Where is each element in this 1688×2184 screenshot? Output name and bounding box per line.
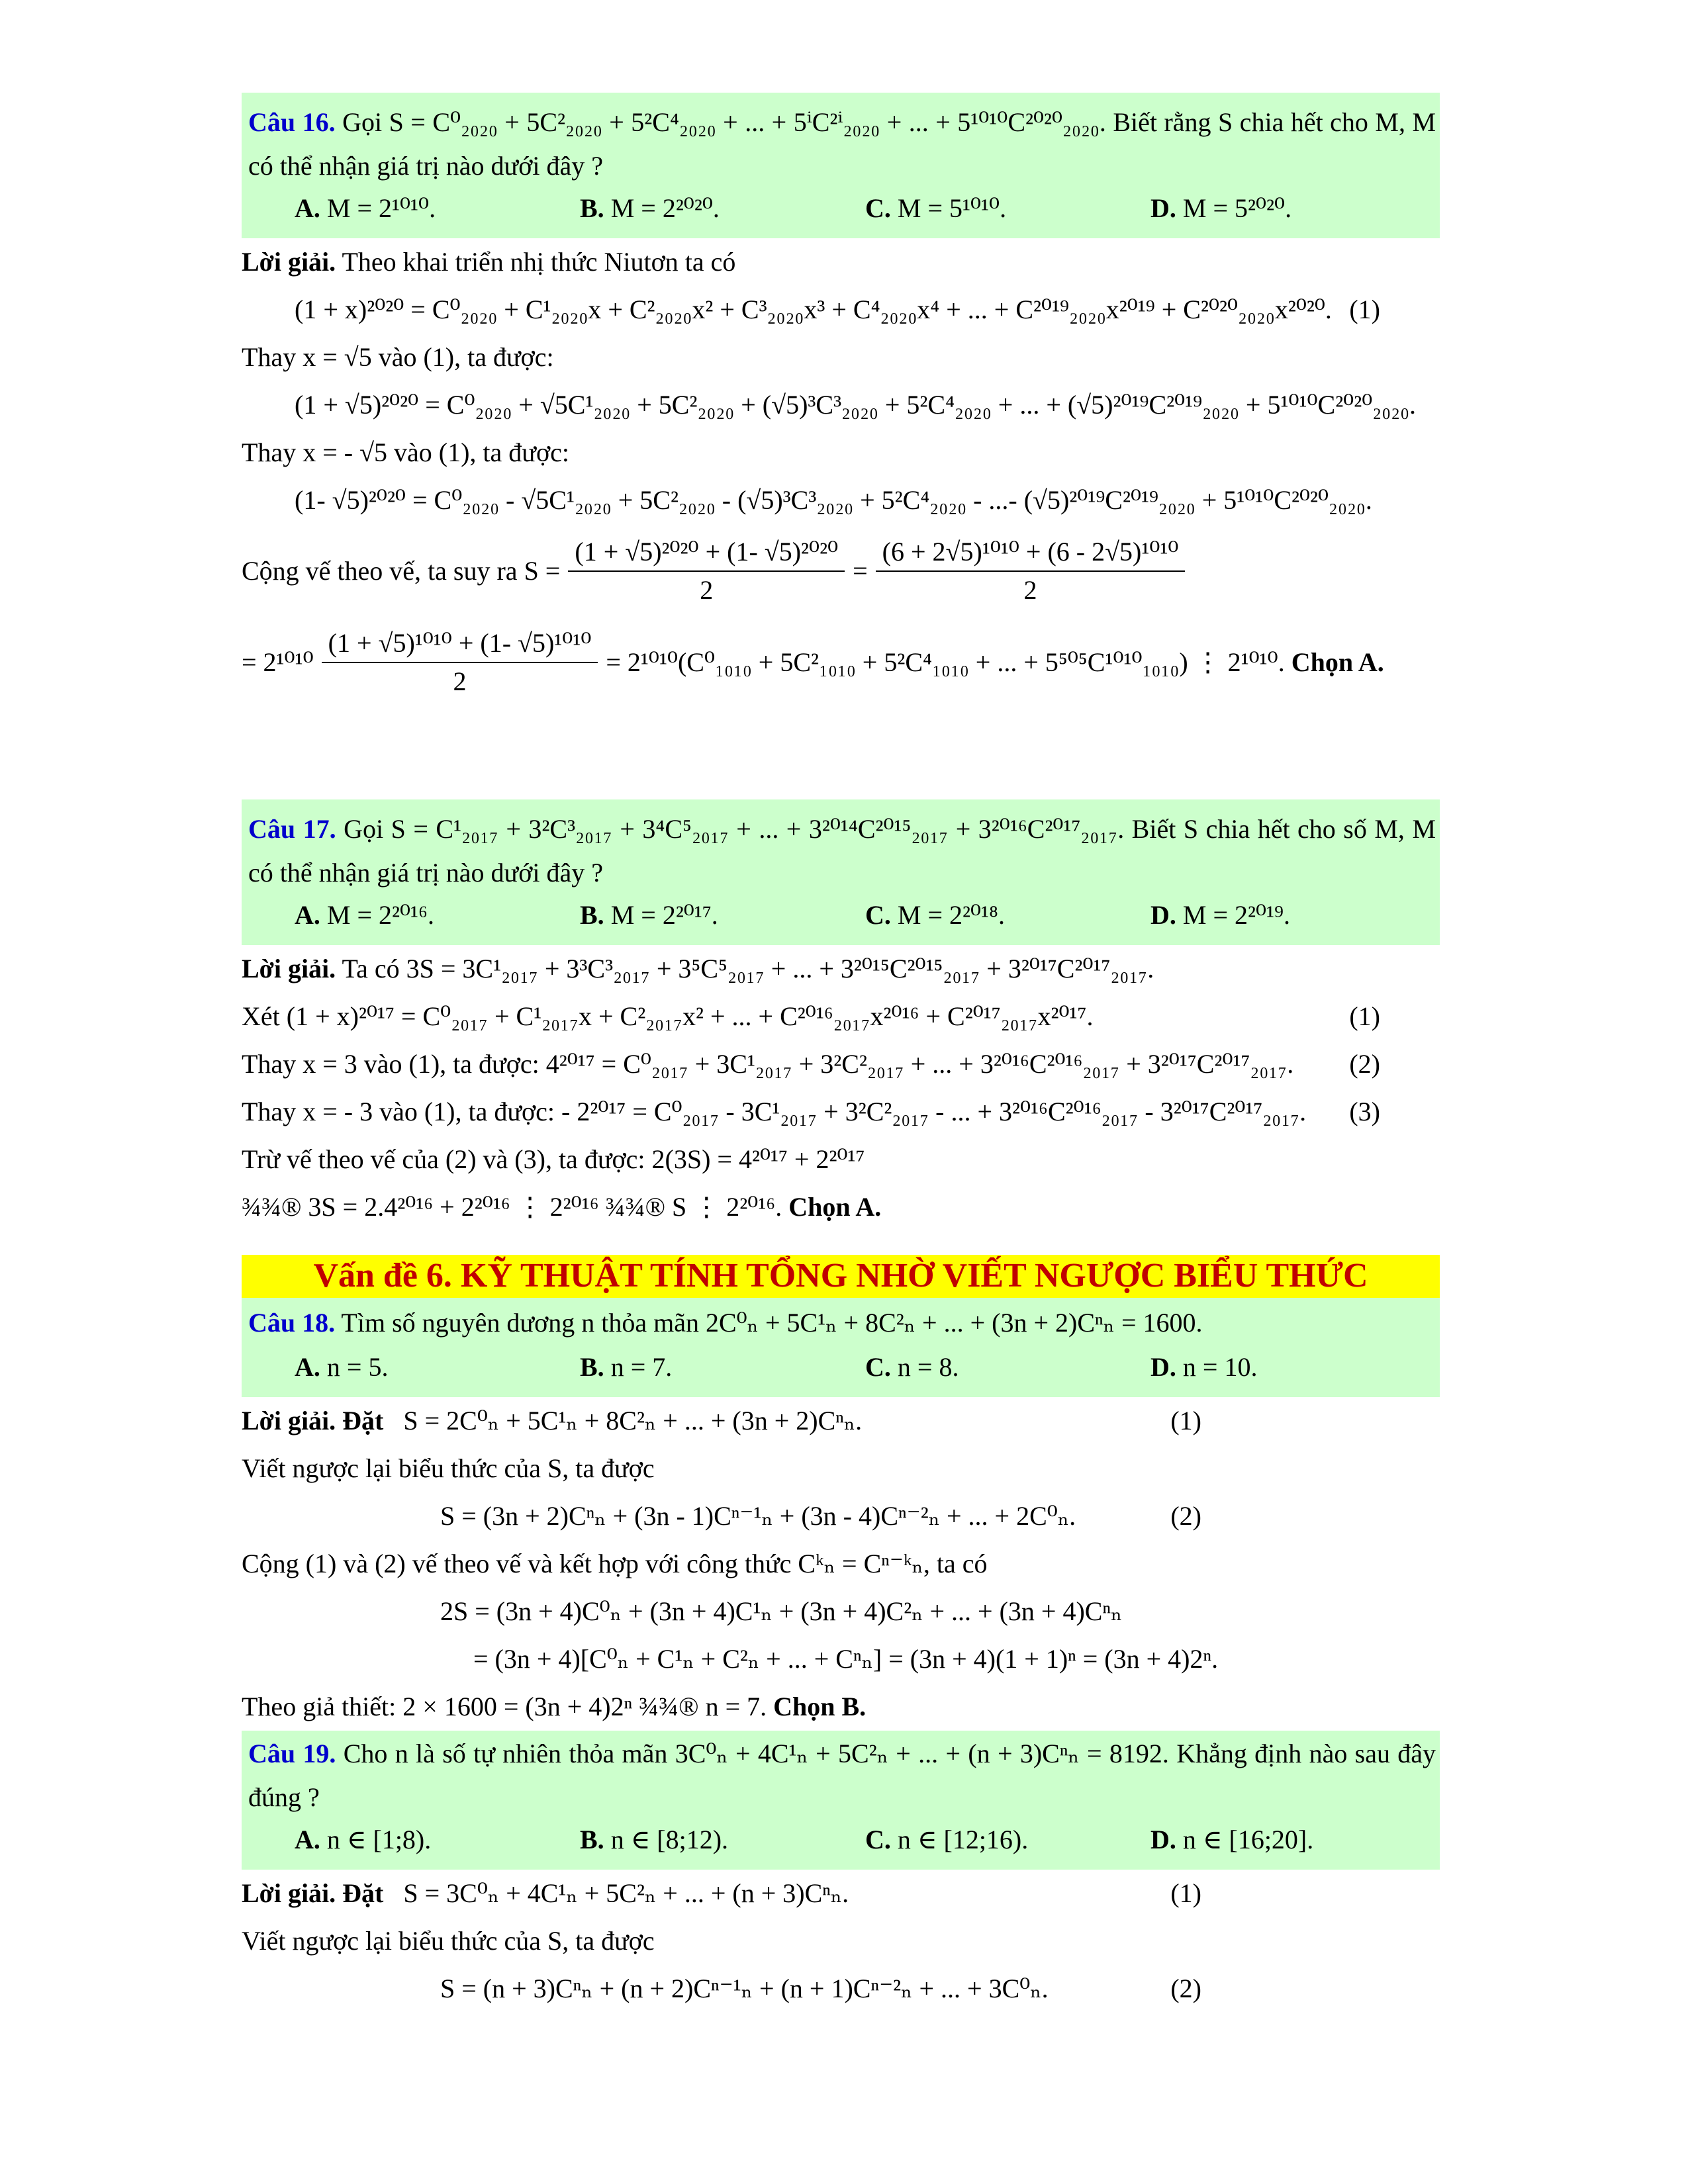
question-17-stem: [248, 807, 1436, 895]
math-line: (1 + x)²⁰²⁰ = C⁰₂₀₂₀ + C¹₂₀₂₀x + C²₂₀₂₀x² + C³₂₀₂₀x³ + C⁴₂₀₂₀x⁴ + ... + C²⁰¹⁹₂₀₂₀x²⁰¹⁹ + C²⁰²⁰₂₀₂₀x²⁰²⁰. (1): [242, 286, 1440, 334]
question-19-box: [242, 1731, 1440, 1870]
math-line: S = (3n + 2)Cⁿₙ + (3n - 1)Cⁿ⁻¹ₙ + (3n - 4)Cⁿ⁻²ₙ + ... + 2C⁰ₙ. (2): [242, 1492, 1440, 1540]
question-number: Câu 16.: [248, 107, 336, 137]
math-line: Viết ngược lại biểu thức của S, ta được: [242, 1926, 655, 1956]
choice-d: D. n ∈ [16;20].: [1150, 1825, 1314, 1854]
solution-label: Lời giải.: [242, 247, 336, 277]
choice-a: A. M = 2¹⁰¹⁰.: [295, 193, 436, 223]
question-text: M có thể nhận giá trị nào dưới đây ?: [248, 814, 1436, 887]
question-number: Câu 18.: [248, 1308, 336, 1338]
section-heading: Vấn đề 6. KỸ THUẬT TÍNH TỔNG NHỜ VIẾT NGƯỢC BIỂU THỨC: [242, 1255, 1440, 1298]
question-text: nào sau đây đúng ?: [248, 1739, 1436, 1812]
math-line: (1 + √5)²⁰²⁰ = C⁰₂₀₂₀ + √5C¹₂₀₂₀ + 5C²₂₀₂₀ + (√5)³C³₂₀₂₀ + 5²C⁴₂₀₂₀ + ... + (√5)²⁰¹⁹C²⁰¹⁹₂₀₂₀ + 5¹⁰¹⁰C²⁰²⁰₂₀₂₀.: [295, 390, 1417, 420]
answer-label: Chọn A.: [788, 1192, 882, 1222]
answer-choices: [248, 1347, 1436, 1388]
solution-line: Lời giải. Đặt S = 3C⁰ₙ + 4C¹ₙ + 5C²ₙ + ... + (n + 3)Cⁿₙ. (1): [242, 1870, 1440, 1917]
math-line: Xét (1 + x)²⁰¹⁷ = C⁰₂₀₁₇ + C¹₂₀₁₇x + C²₂₀₁₇x² + ... + C²⁰¹⁶₂₀₁₇x²⁰¹⁶ + C²⁰¹⁷₂₀₁₇x²⁰¹⁷. (1): [242, 993, 1440, 1040]
solution-label: Lời giải. Đặt: [242, 1406, 384, 1435]
math-line: Viết ngược lại biểu thức của S, ta được: [242, 1453, 655, 1483]
math-line: (1- √5)²⁰²⁰ = C⁰₂₀₂₀ - √5C¹₂₀₂₀ + 5C²₂₀₂₀ - (√5)³C³₂₀₂₀ + 5²C⁴₂₀₂₀ - ...- (√5)²⁰¹⁹C²⁰¹⁹₂₀₂₀ + 5¹⁰¹⁰C²⁰²⁰₂₀₂₀.: [295, 485, 1372, 515]
solution-label: Lời giải.: [242, 954, 336, 983]
answer-choices: [248, 188, 1436, 229]
fraction: $\frac{\text{(6 + 2√5)¹⁰¹⁰ + (6 - 2√5)¹⁰¹⁰}}{2}$: [876, 533, 1186, 609]
solution-line: Lời giải. Ta có 3S = 3C¹₂₀₁₇ + 3³C³₂₀₁₇ + 3⁵C⁵₂₀₁₇ + ... + 3²⁰¹⁵C²⁰¹⁵₂₀₁₇ + 3²⁰¹⁷C²⁰¹⁷₂₀₁₇.: [242, 954, 1154, 983]
choice-b: B. n = 7.: [580, 1352, 673, 1382]
question-18-box: [242, 1298, 1440, 1397]
question-text: M, M có thể nhận giá trị nào dưới đây ?: [248, 107, 1436, 181]
choice-a: A. n = 5.: [295, 1352, 389, 1382]
math-line: Thay x = 3 vào (1), ta được: 4²⁰¹⁷ = C⁰₂₀₁₇ + 3C¹₂₀₁₇ + 3²C²₂₀₁₇ + ... + 3²⁰¹⁶C²⁰¹⁶₂₀₁₇ + 3²⁰¹⁷C²⁰¹⁷₂₀₁₇. (2): [242, 1040, 1440, 1088]
answer-choices: [248, 1819, 1436, 1860]
answer-label: Chọn A.: [1291, 647, 1384, 677]
choice-a: A. M = 2²⁰¹⁶.: [295, 900, 434, 930]
choice-d: D. M = 2²⁰¹⁹.: [1150, 900, 1290, 930]
equation-number: (1): [1349, 1001, 1380, 1031]
equation-number: (1): [1170, 1406, 1201, 1435]
fraction: $\frac{\text{(1 + √5)²⁰²⁰ + (1- √5)²⁰²⁰}}{2}$: [568, 533, 845, 609]
solution-line: Lời giải. Theo khai triển nhị thức Niutơn ta có: [242, 247, 736, 277]
choice-b: B. n ∈ [8;12).: [580, 1825, 729, 1854]
choice-b: B. M = 2²⁰¹⁷.: [580, 900, 718, 930]
math-line: Cộng (1) và (2) vế theo vế và kết hợp với công thức Cᵏₙ = Cⁿ⁻ᵏₙ, ta có: [242, 1549, 988, 1578]
math-line: Cộng vế theo vế, ta suy ra S = $\frac{\text{(1 + √5)²⁰²⁰ + (1- √5)²⁰²⁰}}{2}$ = $\frac{\text{(6 + 2√5)¹⁰¹⁰ + (6 - 2√5)¹⁰¹⁰}}{2}$: [242, 533, 1440, 609]
solution-label: Lời giải. Đặt: [242, 1878, 384, 1908]
solution-line: Lời giải. Đặt S = 2C⁰ₙ + 5C¹ₙ + 8C²ₙ + ... + (3n + 2)Cⁿₙ. (1): [242, 1397, 1440, 1445]
math-line: Theo giả thiết: 2 × 1600 = (3n + 4)2ⁿ ¾¾® n = 7. Chọn B.: [242, 1692, 867, 1721]
question-number: Câu 19.: [248, 1739, 336, 1768]
equation-number: (3): [1349, 1097, 1380, 1126]
choice-c: C. n = 8.: [865, 1352, 959, 1382]
math-line: 2S = (3n + 4)C⁰ₙ + (3n + 4)C¹ₙ + (3n + 4)C²ₙ + ... + (3n + 4)Cⁿₙ: [440, 1596, 1123, 1626]
math-line: ¾¾® 3S = 2.4²⁰¹⁶ + 2²⁰¹⁶ ⋮ 2²⁰¹⁶ ¾¾® S ⋮ 2²⁰¹⁶. Chọn A.: [242, 1192, 882, 1222]
document-page: [242, 93, 1440, 2013]
math-line: S = (n + 3)Cⁿₙ + (n + 2)Cⁿ⁻¹ₙ + (n + 1)Cⁿ⁻²ₙ + ... + 3C⁰ₙ. (2): [242, 1965, 1440, 2013]
equation-number: (1): [1349, 295, 1380, 324]
question-text: Gọi S = C⁰₂₀₂₀ + 5C²₂₀₂₀ + 5²C⁴₂₀₂₀ + ... + 5ⁱC²ⁱ₂₀₂₀ + ... + 5¹⁰¹⁰C²⁰²⁰₂₀₂₀. Biết rằng S chia hết cho: [342, 107, 1368, 137]
choice-c: C. M = 5¹⁰¹⁰.: [865, 193, 1007, 223]
question-text: Gọi S = C¹₂₀₁₇ + 3²C³₂₀₁₇ + 3⁴C⁵₂₀₁₇ + ... + 3²⁰¹⁴C²⁰¹⁵₂₀₁₇ + 3²⁰¹⁶C²⁰¹⁷₂₀₁₇. Biết S chia hết cho số M,: [344, 814, 1405, 844]
math-line: Trừ vế theo vế của (2) và (3), ta được: 2(3S) = 4²⁰¹⁷ + 2²⁰¹⁷: [242, 1144, 865, 1174]
choice-b: B. M = 2²⁰²⁰.: [580, 193, 720, 223]
question-number: Câu 17.: [248, 814, 336, 844]
choice-c: C. n ∈ [12;16).: [865, 1825, 1029, 1854]
question-19-stem: [248, 1732, 1436, 1819]
question-16-box: [242, 93, 1440, 238]
equation-number: (1): [1170, 1878, 1201, 1908]
choice-d: D. M = 5²⁰²⁰.: [1150, 193, 1292, 223]
choice-c: C. M = 2²⁰¹⁸.: [865, 900, 1005, 930]
choice-d: D. n = 10.: [1150, 1352, 1258, 1382]
question-text: Tìm số nguyên dương n thỏa mãn 2C⁰ₙ + 5C¹ₙ + 8C²ₙ + ... + (3n + 2)Cⁿₙ = 1600.: [341, 1308, 1203, 1338]
equation-number: (2): [1349, 1049, 1380, 1079]
math-line: Thay x = √5 vào (1), ta được:: [242, 342, 554, 372]
question-text: Cho n là số tự nhiên thỏa mãn 3C⁰ₙ + 4C¹ₙ + 5C²ₙ + ... + (n + 3)Cⁿₙ = 8192. Khẳng định: [343, 1739, 1302, 1768]
question-16-stem: [248, 101, 1436, 188]
math-line: Thay x = - 3 vào (1), ta được: - 2²⁰¹⁷ = C⁰₂₀₁₇ - 3C¹₂₀₁₇ + 3²C²₂₀₁₇ - ... + 3²⁰¹⁶C²⁰¹⁶₂₀₁₇ - 3²⁰¹⁷C²⁰¹⁷₂₀₁₇. (3): [242, 1088, 1440, 1136]
fraction: $\frac{\text{(1 + √5)¹⁰¹⁰ + (1- √5)¹⁰¹⁰}}{2}$: [322, 625, 598, 700]
equation-number: (2): [1170, 1974, 1201, 2003]
math-line: = (3n + 4)[C⁰ₙ + C¹ₙ + C²ₙ + ... + Cⁿₙ] = (3n + 4)(1 + 1)ⁿ = (3n + 4)2ⁿ.: [473, 1644, 1219, 1674]
answer-choices: [248, 895, 1436, 936]
math-line: Thay x = - √5 vào (1), ta được:: [242, 437, 569, 467]
choice-a: A. n ∈ [1;8).: [295, 1825, 432, 1854]
answer-label: Chọn B.: [773, 1692, 867, 1721]
question-18-stem: [248, 1299, 1436, 1347]
question-17-box: [242, 799, 1440, 945]
math-line: = 2¹⁰¹⁰ $\frac{\text{(1 + √5)¹⁰¹⁰ + (1- √5)¹⁰¹⁰}}{2}$ = 2¹⁰¹⁰(C⁰₁₀₁₀ + 5C²₁₀₁₀ + 5²C⁴₁₀₁₀ + ... + 5⁵⁰⁵C¹⁰¹⁰₁₀₁₀) ⋮ 2¹⁰¹⁰. Chọn A.: [242, 625, 1440, 700]
equation-number: (2): [1170, 1501, 1201, 1531]
